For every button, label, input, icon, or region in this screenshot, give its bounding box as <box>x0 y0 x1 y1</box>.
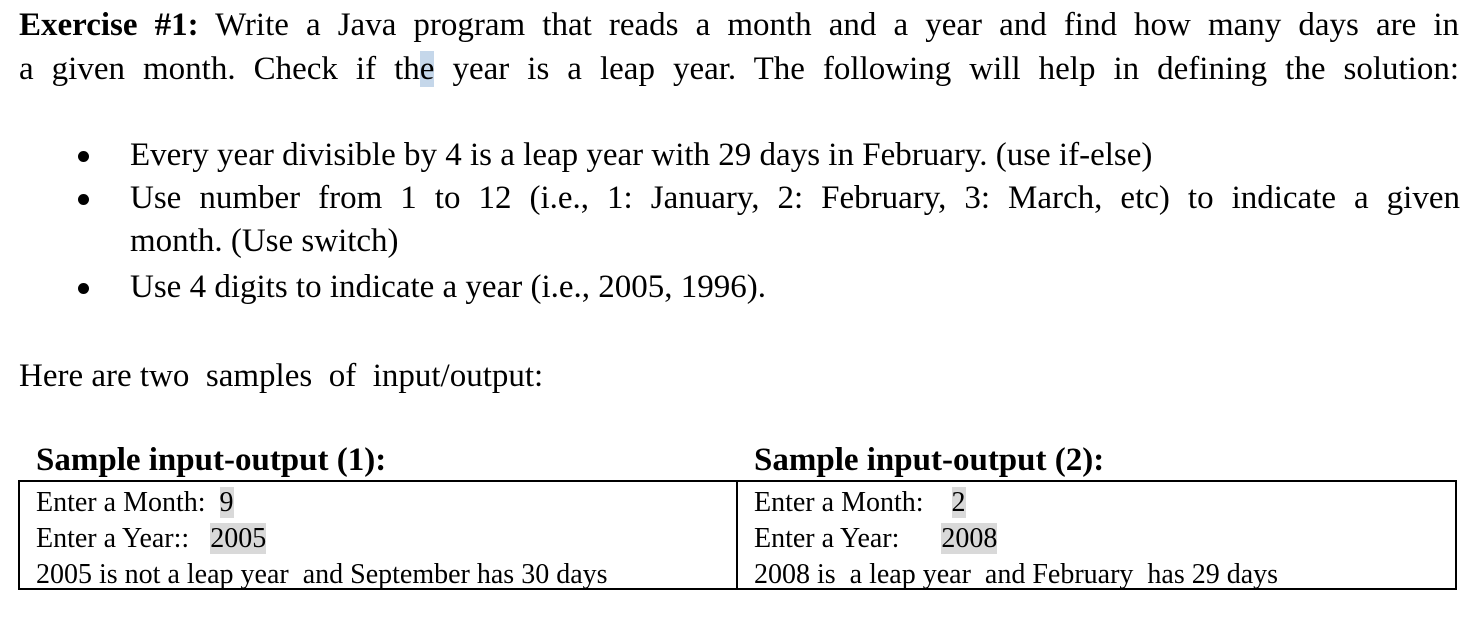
month-input-value: 9 <box>219 487 234 518</box>
year-prompt: Enter a Year:: <box>36 523 211 554</box>
month-prompt: Enter a Month: <box>36 487 220 518</box>
exercise-line-1-text: Write a Java program that reads a month and a year and find how many days are in <box>198 7 1459 43</box>
bullet-icon <box>78 283 89 294</box>
text-cursor-selection[interactable]: e <box>419 51 435 87</box>
bullet-item-month-rule <box>0 177 1460 263</box>
sample-1-month-line <box>36 485 736 521</box>
year-input-value: 2008 <box>941 523 998 554</box>
bullet-item-year-rule <box>0 266 1460 309</box>
exercise-line-1 <box>19 3 1459 47</box>
exercise-label: Exercise #1: <box>19 7 199 43</box>
sample-1-heading: Sample input-output (1): <box>36 442 387 478</box>
sample-2-result: 2008 is a leap year and February has 29 days <box>754 559 1279 590</box>
sample-1-year-line <box>36 521 736 557</box>
sample-1-cell <box>20 482 738 588</box>
month-prompt: Enter a Month: <box>754 487 952 518</box>
sample-1-result: 2005 is not a leap year and September has 30 days <box>36 559 608 590</box>
bullet-text-line-2: month. (Use switch) <box>130 223 399 259</box>
samples-table <box>18 480 1457 590</box>
hint-bullet-list <box>0 134 1460 309</box>
bullet-text: Use 4 digits to indicate a year (i.e., 2005, 1996). <box>130 269 767 305</box>
samples-intro: Here are two samples of input/output: <box>19 358 544 394</box>
sample-2-month-line <box>754 485 1455 521</box>
bullet-item-leap-rule <box>0 134 1460 177</box>
exercise-statement <box>19 3 1459 91</box>
exercise-line-2-before: a given month. Check if th <box>19 51 420 87</box>
bullet-icon <box>78 151 89 162</box>
year-input-value: 2005 <box>210 523 267 554</box>
sample-2-heading: Sample input-output (2): <box>754 442 1105 478</box>
month-input-value: 2 <box>951 487 966 518</box>
exercise-line-2 <box>19 47 1459 91</box>
bullet-text: Every year divisible by 4 is a leap year with 29 days in February. (use if-else) <box>130 137 1153 173</box>
bullet-icon <box>78 194 89 205</box>
sample-2-year-line <box>754 521 1455 557</box>
bullet-text-line-1: Use number from 1 to 12 (i.e., 1: January, 2: February, 3: March, etc) to indicate a given <box>130 180 1460 216</box>
exercise-line-2-after: year is a leap year. The following will help in defining the solution: <box>434 51 1459 87</box>
bullet-text <box>130 177 1460 263</box>
year-prompt: Enter a Year: <box>754 523 942 554</box>
sample-2-cell <box>738 482 1455 588</box>
